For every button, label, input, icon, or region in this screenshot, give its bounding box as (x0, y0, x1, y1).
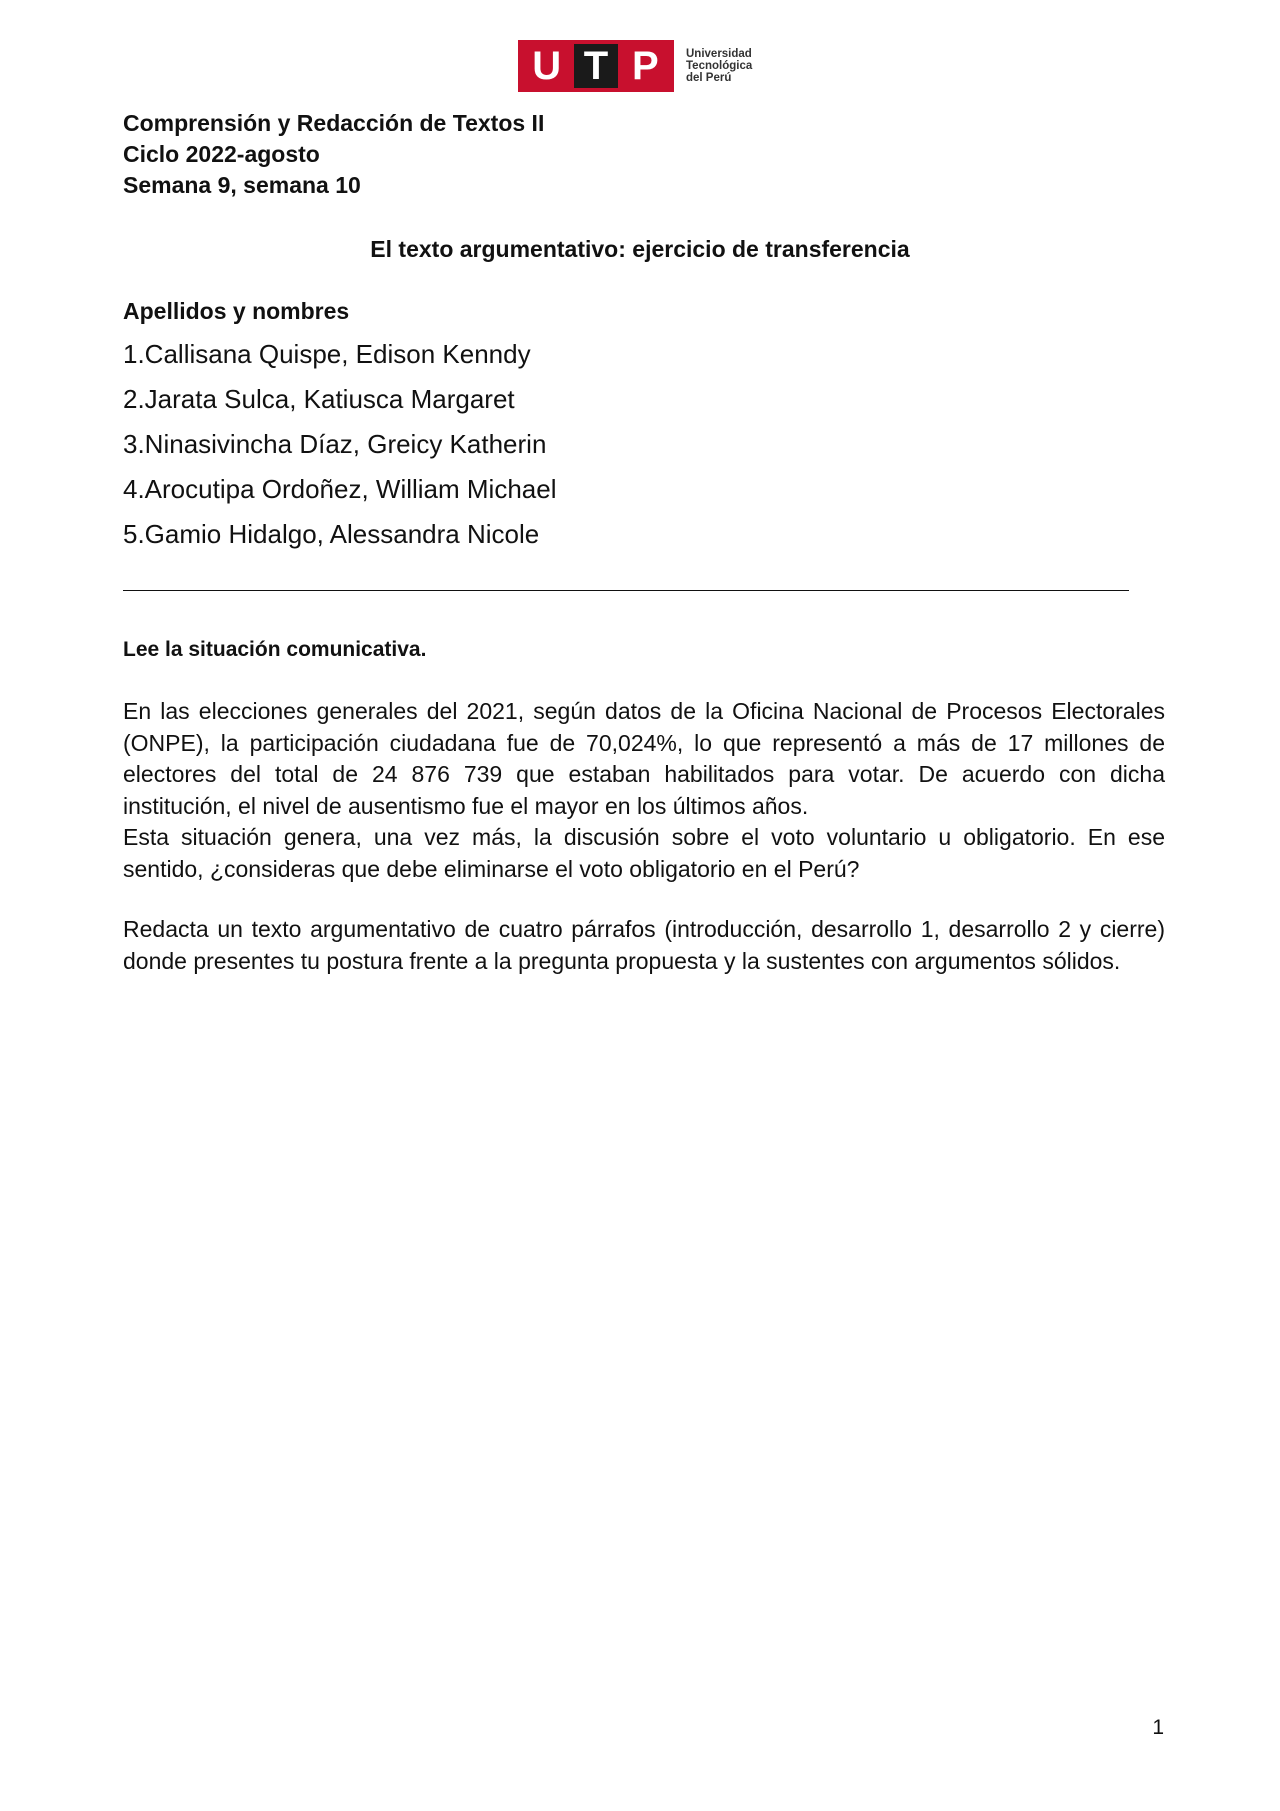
names-heading: Apellidos y nombres (123, 298, 350, 324)
list-item: 4.Arocutipa Ordoñez, William Michael (123, 474, 557, 504)
course-header (123, 108, 544, 201)
situation-text (123, 696, 1165, 885)
page-number: 1 (1152, 1716, 1164, 1739)
logo-letter-u: U (532, 44, 562, 88)
separator-line (123, 590, 1129, 591)
utp-logo-mark (518, 40, 674, 92)
list-item: 1.Callisana Quispe, Edison Kenndy (123, 339, 531, 369)
logo-text-line: Universidad (686, 48, 752, 60)
course-name: Comprensión y Redacción de Textos II (123, 110, 545, 136)
list-item: 2.Jarata Sulca, Katiusca Margaret (123, 384, 515, 414)
list-item: 3.Ninasivincha Díaz, Greicy Katherin (123, 429, 547, 459)
situation-paragraph: En las elecciones generales del 2021, según datos de la Oficina Nacional de Procesos Electorales (ONPE), la participación ciudadana fue de 70,024%, lo que representó a más de 17 millones de electores del total de 24 876 739 que estaban habilitados para votar. De acuerdo con dicha institución, el nivel de ausentismo fue el mayor en los últimos años. (123, 698, 1165, 819)
document-title: El texto argumentativo: ejercicio de transferencia (370, 236, 910, 262)
task-text (123, 914, 1165, 977)
logo-letter-p: P (631, 44, 659, 88)
course-cycle: Ciclo 2022-agosto (123, 141, 320, 167)
logo-text-line: del Perú (686, 72, 732, 84)
logo-letter-t: T (574, 44, 618, 88)
utp-logo (518, 40, 752, 92)
course-weeks: Semana 9, semana 10 (123, 172, 361, 198)
list-item: 5.Gamio Hidalgo, Alessandra Nicole (123, 519, 540, 549)
instruction-heading: Lee la situación comunicativa. (123, 638, 427, 661)
logo-text-line: Tecnológica (686, 60, 753, 72)
names-list (123, 336, 557, 561)
situation-paragraph: Esta situación genera, una vez más, la discusión sobre el voto voluntario u obligatorio. En ese sentido, ¿consideras que debe eliminarse el voto obligatorio en el Perú? (123, 824, 1165, 882)
task-paragraph: Redacta un texto argumentativo de cuatro párrafos (introducción, desarrollo 1, desarrollo 2 y cierre) donde presentes tu postura frente a la pregunta propuesta y la sustentes con argumentos sólidos. (123, 916, 1165, 974)
logo-wordmark (686, 48, 752, 84)
